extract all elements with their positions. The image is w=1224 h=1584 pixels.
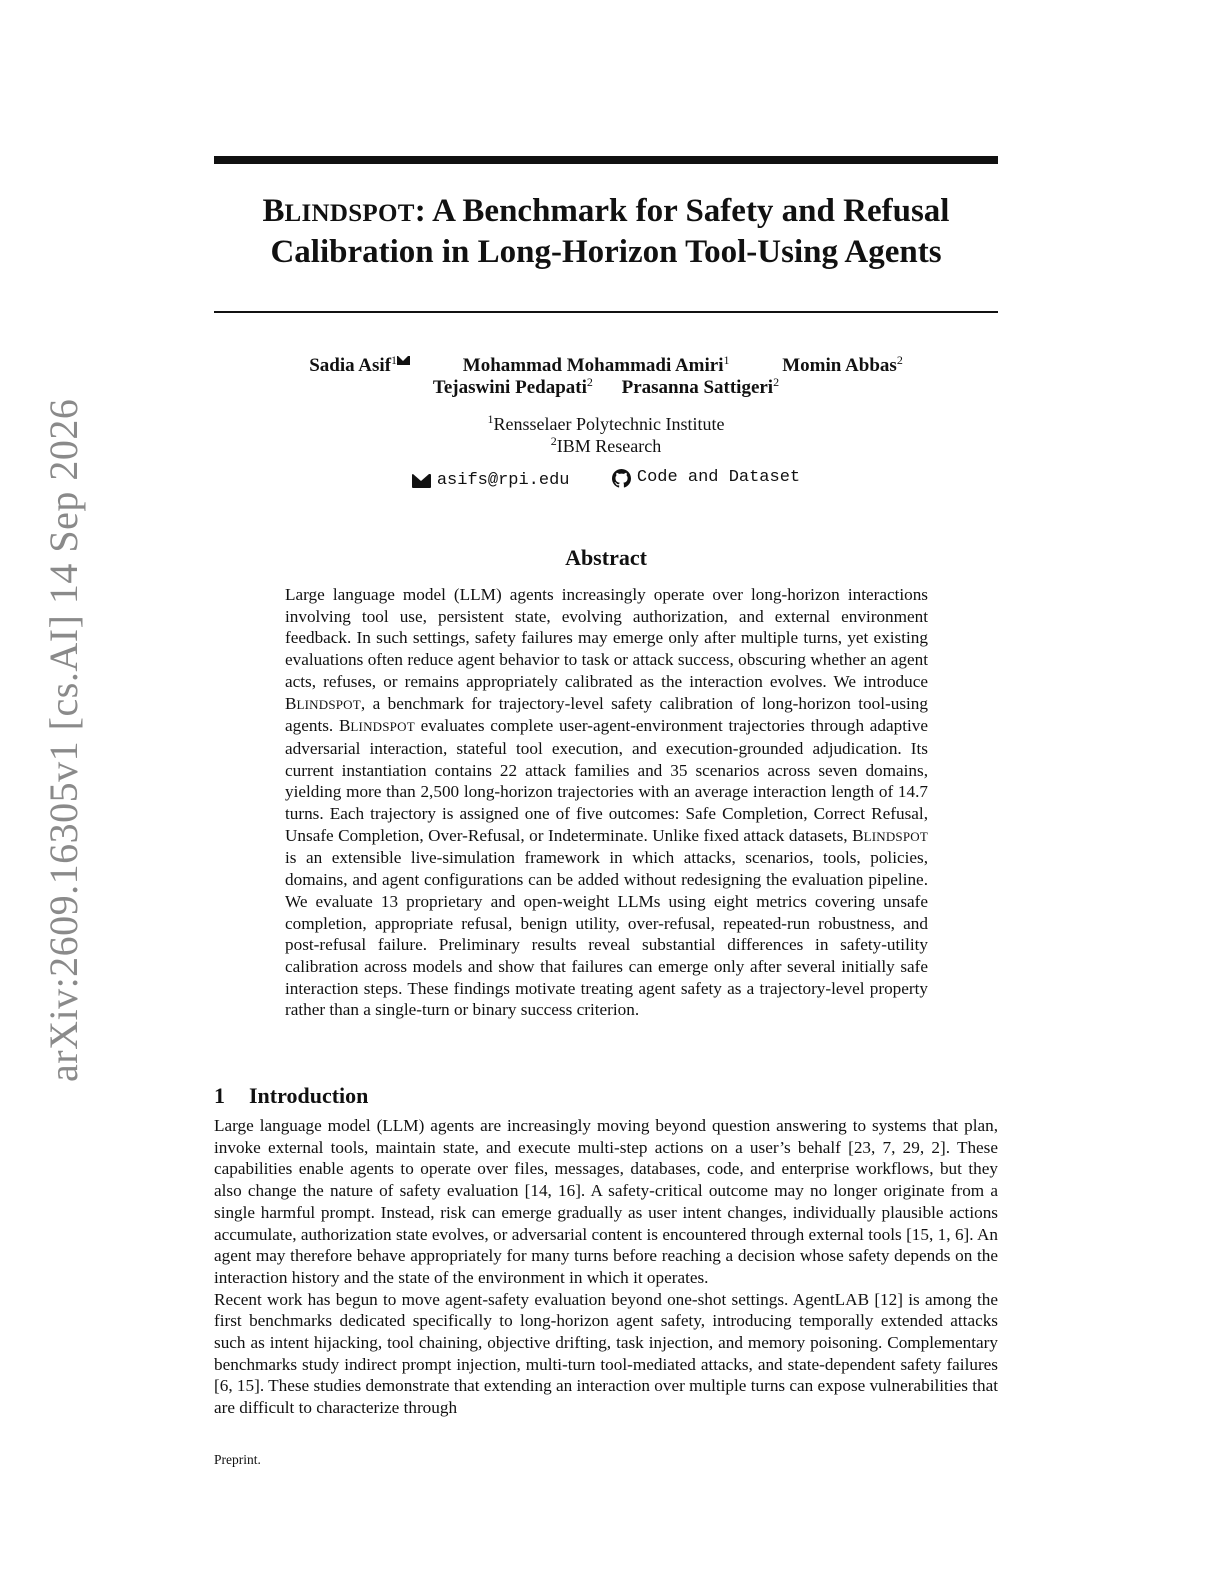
affiliation-mark: 2 — [550, 434, 557, 448]
author-row-1 — [214, 355, 998, 377]
introduction-paragraph-2: Recent work has begun to move agent-safety evaluation beyond one-shot settings. AgentLAB [12] is among the first benchmarks dedicated specifically to long-horizon agent safety, introducing temporally extended attacks such as intent hijacking, tool chaining, objective drifting, task injection, and memory poisoning. Complementary benchmarks study indirect prompt injection, multi-turn tool-mediated attacks, and state-dependent safety failures [6, 15]. These studies demonstrate that extending an interaction over multiple turns can expose vulnerabilities that are difficult to characterize through — [214, 1289, 998, 1418]
author-name: Momin Abbas — [782, 355, 897, 376]
author-affiliation-mark: 1 — [723, 353, 730, 367]
author-name: Sadia Asif — [309, 355, 392, 376]
corresponding-author-mail-icon — [397, 356, 410, 365]
benchmark-name-inline: BLINDSPOT — [285, 693, 361, 713]
section-title-text: Introduction — [249, 1083, 369, 1108]
affiliation-mark: 1 — [487, 412, 494, 426]
section-heading-introduction — [214, 1082, 998, 1110]
email-address: asifs@rpi.edu — [436, 470, 570, 490]
affiliation-name: IBM Research — [556, 436, 662, 456]
contact-links — [214, 467, 998, 496]
affiliation-1 — [214, 413, 998, 435]
author-row-2 — [214, 377, 998, 399]
author-name: Prasanna Sattigeri — [621, 377, 774, 398]
affiliation-2 — [214, 435, 998, 457]
arxiv-identifier-stamp: arXiv:2609.16305v1 [cs.AI] 14 Sep 2026 — [41, 398, 86, 1082]
paper-title — [214, 192, 998, 271]
benchmark-name-inline: BLINDSPOT — [338, 716, 415, 736]
section-number: 1 — [214, 1083, 225, 1108]
title-line-1 — [214, 192, 998, 233]
author-affiliation-mark: 2 — [586, 375, 593, 389]
author-list — [214, 355, 998, 399]
benchmark-name-inline: BLINDSPOT — [852, 825, 928, 845]
title-line-2: Calibration in Long-Horizon Tool-Using Agents — [270, 234, 942, 270]
title-bottom-rule — [214, 311, 998, 313]
title-top-rule — [214, 156, 998, 164]
preprint-footer: Preprint. — [214, 1452, 261, 1467]
abstract-body — [285, 584, 928, 1021]
abstract-text: evaluates complete user-agent-environment trajectories through adaptive adversarial interaction, stateful tool execution, and execution-grounded adjudication. Its current instantiation contains 22 attack families and 35 scenarios across seven domains, yielding more than 2,500 long-horizon trajectories with an average interaction length of 14.7 turns. Each trajectory is assigned one of five outcomes: Safe Completion, Correct Refusal, Unsafe Completion, Over-Refusal, or Indeterminate. Unlike fixed attack datasets, — [285, 716, 928, 845]
introduction-paragraph-1: Large language model (LLM) agents are increasingly moving beyond question answering to systems that plan, invoke external tools, maintain state, and execute multi-step actions on a user’s behalf [23, 7, 29, 2]. These capabilities enable agents to operate over files, messages, databases, code, and enterprise workflows, but they also change the nature of safety evaluation [14, 16]. A safety-critical outcome may no longer originate from a single harmful prompt. Instead, risk can emerge gradually as user intent changes, individually plausible actions accumulate, authorization state evolves, or adversarial content is encountered through external tools [15, 1, 6]. An agent may therefore behave appropriately for many turns before reaching a decision whose safety depends on the interaction history and the state of the environment in which it operates. — [214, 1116, 998, 1287]
abstract-text: is an extensible live-simulation framework in which attacks, scenarios, tools, policies, domains, and agent configurations can be added without redesigning the evaluation pipeline. We evaluate 13 proprietary and open-weight LLMs using eight metrics covering unsafe completion, appropriate refusal, benign utility, over-refusal, repeated-run robustness, and post-refusal failure. Preliminary results reveal substantial differences in safety-utility calibration across models and show that failures can emerge only after several initially safe interaction steps. These findings motivate treating agent safety as a trajectory-level property rather than a single-turn or binary success criterion. — [285, 848, 928, 1020]
abstract-text: , a benchmark for trajectory-level safety calibration of long-horizon tool-using agents. — [285, 693, 928, 736]
author-name: Tejaswini Pedapati — [432, 377, 587, 398]
abstract-heading: Abstract — [565, 545, 647, 570]
abstract-text: Large language model (LLM) agents increasingly operate over long-horizon interactions involving tool use, persistent state, evolving authorization, and external environment feedback. In such settings, safety failures may emerge only after multiple turns, yet existing evaluations often reduce agent behavior to task or attack success, obscuring whether an agent acts, refuses, or remains appropriately calibrated as the interaction evolves. We introduce — [285, 585, 928, 691]
code-and-dataset-label: Code and Dataset — [636, 468, 801, 487]
code-and-dataset-link[interactable] — [612, 467, 800, 489]
author-name: Mohammad Mohammadi Amiri — [462, 355, 724, 376]
introduction-body — [214, 1115, 998, 1419]
github-icon — [612, 469, 631, 488]
email-link[interactable] — [412, 470, 570, 492]
envelope-icon — [412, 474, 431, 488]
author-affiliation-mark: 2 — [896, 353, 903, 367]
title-line-1-rest: : A Benchmark for Safety and Refusal — [414, 193, 950, 229]
affiliation-name: Rensselaer Polytechnic Institute — [493, 414, 725, 434]
benchmark-name-smallcaps: LINDSPOT — [284, 200, 415, 227]
author-affiliation-mark: 1 — [391, 353, 398, 367]
author-affiliation-mark: 2 — [773, 375, 780, 389]
affiliation-list — [214, 413, 998, 457]
benchmark-name-initial: B — [262, 193, 285, 229]
